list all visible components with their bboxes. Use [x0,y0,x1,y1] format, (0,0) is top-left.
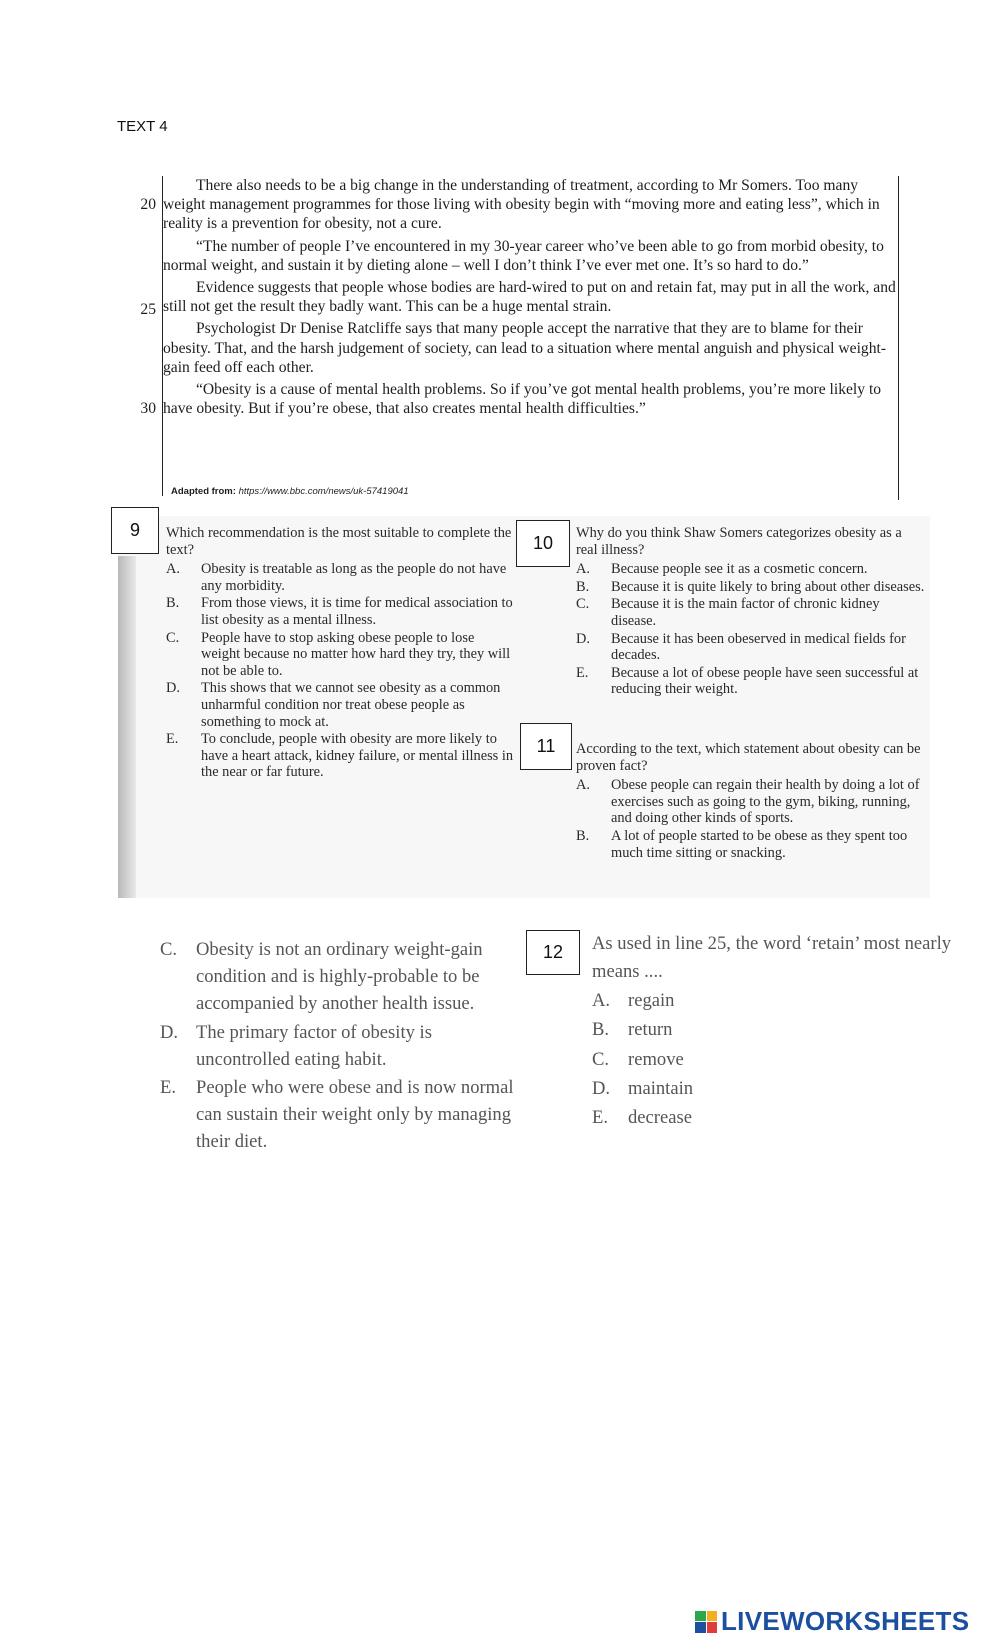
option-letter: A. [592,989,611,1011]
question-9-option-b[interactable] [166,595,516,628]
line-number-25: 25 [140,301,156,318]
option-text: return [628,1019,673,1041]
logo-square [707,1622,718,1633]
option-letter: D. [166,680,180,697]
option-text: remove [628,1048,684,1070]
option-letter: C. [576,596,590,613]
question-10-option-c[interactable] [576,596,926,629]
question-10-option-d[interactable] [576,631,926,664]
option-text: decrease [628,1107,692,1129]
logo-square [695,1611,706,1622]
option-text: Because it is the main factor of chronic kidney disease. [611,596,880,629]
question-10-option-e[interactable] [576,665,926,698]
option-letter: D. [576,630,590,647]
option-text: Because it is quite likely to bring about other diseases. [611,578,925,595]
question-11-option-a[interactable] [576,777,926,827]
option-text: From those views, it is time for medical association to list obesity as a mental illness. [201,595,513,628]
question-9 [166,525,516,782]
question-12-option-a[interactable] [592,987,952,1015]
question-12-option-e[interactable] [592,1104,952,1132]
question-12-option-c[interactable] [592,1046,952,1074]
source-url: https://www.bbc.com/news/uk-57419041 [238,486,409,497]
passage-paragraph: “Obesity is a cause of mental health problems. So if you’ve got mental health problems, you’re more likely to have obesity. But if you’re obese, that also creates mental health difficulties.” [163,381,882,418]
question-9-option-c[interactable] [166,630,516,680]
option-letter: B. [576,827,590,844]
document-title: TEXT 4 [117,118,168,135]
option-text: maintain [628,1078,694,1100]
option-letter: B. [576,578,590,595]
option-text: Obese people can regain their health by doing a lot of exercises such as going to the gym, biking, running, and doing other kinds of sports. [611,777,920,827]
passage-paragraph: “The number of people I’ve encountered in my 30-year career who’ve been able to go from morbid obesity, to normal weight, and sustain it by dieting alone – well I don’t think I’ve ever met one. It’s so hard to do.” [163,237,884,274]
option-text: Obesity is not an ordinary weight-gain condition and is highly-probable to be accompanied by another health issue. [196,939,483,1015]
passage-paragraph: Psychologist Dr Denise Ratcliffe says that many people accept the narrative that they are to blame for their obesity. That, and the harsh judgement of society, can lead to a situation where mental anguish and physical weight-gain feed off each other. [163,320,887,376]
passage-paragraph: There also needs to be a big change in the understanding of treatment, according to Mr Somers. Too many weight management programmes for those living with obesity begin with “moving more and eating less”, which in reality is a prevention for obesity, not a cure. [163,177,880,233]
line-number-30: 30 [140,400,156,417]
option-text: A lot of people started to be obese as they spent too much time sitting or snacking. [611,827,908,861]
question-9-option-d[interactable] [166,680,516,730]
question-12-number-box: 12 [526,930,580,975]
source-label: Adapted from: [171,486,236,497]
option-letter: C. [160,939,178,960]
question-10-number-box: 10 [516,520,570,567]
question-11-option-c[interactable] [160,936,522,1018]
scan-shadow-edge [118,556,136,898]
passage-paragraph: Evidence suggests that people whose bodies are hard-wired to put on and retain fat, may put in all the work, and still not get the result they badly want. This can be a huge mental strain. [163,279,896,316]
question-10-option-a[interactable] [576,561,926,578]
question-11-continued [160,936,522,1157]
question-9-stem: Which recommendation is the most suitable to complete the text? [166,525,512,558]
option-text: Obesity is treatable as long as the people do not have any morbidity. [201,561,507,594]
logo-square [707,1611,718,1622]
option-text: regain [628,989,675,1011]
option-letter: B. [166,595,180,612]
option-text: Because people see it as a cosmetic concern. [611,561,868,578]
question-11-option-e[interactable] [160,1074,522,1156]
reading-passage [163,176,898,421]
question-12-option-d[interactable] [592,1075,952,1103]
line-number-20: 20 [140,196,156,213]
option-text: The primary factor of obesity is uncontrolled eating habit. [196,1021,432,1070]
option-letter: E. [166,731,179,748]
option-letter: E. [576,664,589,681]
question-11-stem: According to the text, which statement about obesity can be proven fact? [576,741,921,774]
option-letter: E. [592,1107,609,1129]
question-12-option-b[interactable] [592,1016,952,1044]
option-letter: B. [592,1019,610,1041]
question-11 [576,741,926,862]
option-letter: A. [166,561,180,578]
question-11-option-b[interactable] [576,828,926,861]
option-text: To conclude, people with obesity are more likely to have a heart attack, kidney failure, or mental illness in the near or far future. [201,731,514,781]
question-10 [576,525,926,699]
passage-source [171,486,409,497]
question-9-number-box: 9 [111,507,159,554]
question-11-number-box: 11 [520,723,572,770]
option-letter: D. [160,1021,179,1043]
option-letter: A. [576,561,590,578]
option-text: People who were obese and is now normal can sustain their weight only by managing their diet. [196,1077,514,1153]
question-9-option-e[interactable] [166,731,516,781]
liveworksheets-logo-icon [695,1611,717,1633]
option-letter: C. [166,629,180,646]
question-9-option-a[interactable] [166,561,516,594]
question-12 [592,930,952,1134]
option-letter: C. [592,1048,610,1070]
option-text: Because a lot of obese people have seen successful at reducing their weight. [611,664,919,698]
option-letter: D. [592,1078,611,1100]
option-text: People have to stop asking obese people to lose weight because no matter how hard they try, they will not be able to. [201,629,511,679]
logo-square [695,1622,706,1633]
question-10-option-b[interactable] [576,579,926,596]
question-11-option-d[interactable] [160,1019,522,1073]
option-letter: E. [160,1077,177,1099]
liveworksheets-logo [695,1606,969,1637]
question-10-stem: Why do you think Shaw Somers categorizes obesity as a real illness? [576,525,902,558]
passage-right-rule [898,176,899,500]
option-text: This shows that we cannot see obesity as a common unharmful condition nor treat obese people as something to mock at. [201,680,501,730]
logo-wordmark: LIVEWORKSHEETS [721,1606,970,1636]
option-letter: A. [576,777,590,794]
option-text: Because it has been obeserved in medical fields for decades. [611,630,906,664]
question-12-stem: As used in line 25, the word ‘retain’ most nearly means .... [592,933,952,983]
